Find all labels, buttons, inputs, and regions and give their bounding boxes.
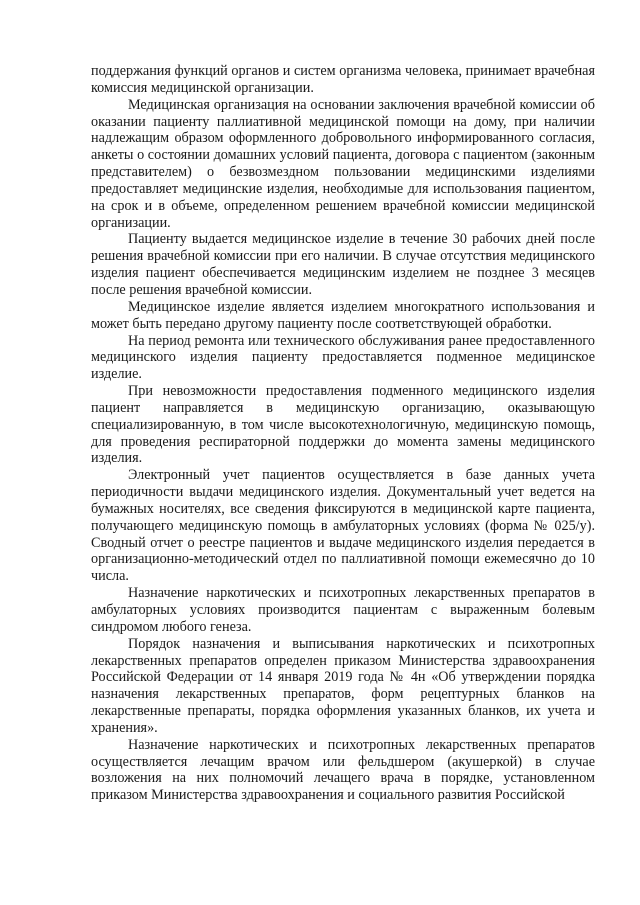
paragraph-replacement-device: На период ремонта или технического обслуживания ранее предоставленного медицинского изделия пациенту предоставляется подменное медицинское изделие. bbox=[91, 332, 595, 383]
paragraph-prescribing-authority: Назначение наркотических и психотропных лекарственных препаратов осуществляется лечащим врачом или фельдшером (акушеркой) в случае возложения на них полномочий лечащего врача в порядке, установленном приказом Министерства здравоохранения и социального развития Российской bbox=[91, 736, 595, 804]
document-body bbox=[91, 63, 595, 804]
paragraph-continuation: поддержания функций органов и систем организма человека, принимает врачебная комиссия медицинской организации. bbox=[91, 63, 595, 96]
paragraph-prescription-order: Порядок назначения и выписывания наркотических и психотропных лекарственных препаратов определен приказом Министерства здравоохранения Российской Федерации от 14 января 2019 года № 4н «Об утверждении порядка назначения лекарственных препаратов, форм рецептурных бланков на лекарственные препараты, порядка оформления указанных бланков, их учета и хранения». bbox=[91, 635, 595, 736]
paragraph-reusable-device: Медицинское изделие является изделием многократного использования и может быть передано другому пациенту после соответствующей обработки. bbox=[91, 298, 595, 332]
paragraph-narcotic-prescription: Назначение наркотических и психотропных лекарственных препаратов в амбулаторных условиях производится пациентам с выраженным болевым синдромом любого генеза. bbox=[91, 585, 595, 635]
paragraph-referral: При невозможности предоставления подменного медицинского изделия пациент направляется в медицинскую организацию, оказывающую специализированную, в том числе высокотехнологичную, медицинскую помощь, для проведения респираторной поддержки до момента замены медицинского изделия. bbox=[91, 383, 595, 467]
paragraph-device-provision: Медицинская организация на основании заключения врачебной комиссии об оказании пациенту паллиативной медицинской помощи на дому, при наличии надлежащим образом оформленного добровольного информированного согласия, анкеты о состоянии домашних условий пациента, договора с пациентом (законным представителем) о безвозмездном пользовании медицинскими изделиями предоставляет медицинские изделия, необходимые для использования пациентом, на срок и в объеме, определенном решением врачебной комиссии медицинской организации. bbox=[91, 96, 595, 231]
paragraph-issue-term: Пациенту выдается медицинское изделие в течение 30 рабочих дней после решения врачебной комиссии при его наличии. В случае отсутствия медицинского изделия пациент обеспечивается медицинским изделием не позднее 3 месяцев после решения врачебной комиссии. bbox=[91, 231, 595, 298]
paragraph-electronic-records: Электронный учет пациентов осуществляется в базе данных учета периодичности выдачи медицинского изделия. Документальный учет ведется на бумажных носителях, все сведения фиксируются в медицинской карте пациента, получающего медицинскую помощь в амбулаторных условиях (форма № 025/у). Сводный отчет о реестре пациентов и выдаче медицинского изделия передается в организационно-методический отдел по паллиативной помощи ежемесячно до 10 числа. bbox=[91, 467, 595, 585]
